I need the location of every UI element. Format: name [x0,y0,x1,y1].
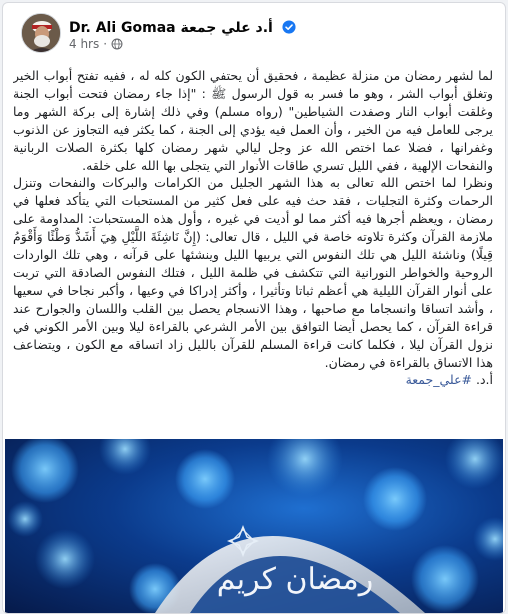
author-row [69,17,296,36]
post-image[interactable] [5,439,503,613]
meta-separator: · [103,37,108,51]
post-body [13,67,493,432]
author-name[interactable]: Dr. Ali Gomaa أ.د علي جمعة [69,20,273,36]
hashtag-link[interactable]: #علي_جمعة [405,372,473,388]
avatar-portrait-icon [22,14,61,53]
post-signature [13,371,493,389]
post-paragraph: لما لشهر رمضان من منزلة عظيمة ، فحقيق أن يحتفي الكون كله له ، ففيه تفتح أبواب الخير وتغلق أبواب الشر ، وهو ما فسر به قول الرسول ﷺ : "إذا جاء رمضان فتحت أبواب الجنة وغلقت أبواب النار وصفدت الشياطين" (رواه مسلم) وفي ذلك إشارة إلى بركة الشهر وما يرجى للعامل فيه من الخير ، وأن العمل فيه يؤدي إلى الجنة ، كما يكثر فيه التجاوز عن الذنوب وغفرانها ، فضلا عما اختص الله عز وجل ليالي شهر رمضان كلها بكثرة الصلات الربانية والنفحات الإلهية ، ففي الليل تسري طاقات الأنوار التي يتجلى بها الله على خلقه. [13,68,493,173]
post-paragraph: ونظرا لما اختص الله تعالى به هذا الشهر الجليل من الكرامات والبركات والنفحات وتنزل الرحمات وكثرة التجليات ، فقد حث فيه على فعل كثير من المستحبات التي يتأكد فعلها في رمضان ، ويعظم أجرها فيه أكثر مما لو أديت في غيره ، وأول هذه المستحبات: المداومة على ملازمة القرآن وكثرة تلاوته خاصة في الليل ، قال تعالى: (إِنَّ نَاشِئَةَ اللَّيْلِ هِيَ أَشَدُّ وَطْئًا وَأَقْوَمُ قِيلًا) وناشئة الليل هي تلك النفوس التي يربيها الليل وينشئها على قرآنه ، وهي تلك الواردات الروحية والخواطر النورانية التي تتكشف في ظلمة الليل ، فتلك النفوس الصادقة التي تربت على أنوار القرآن الليلية هي أعظم ثباتا وتأثيرا ، وأكثر إدراكا في وعيها ، وأكبر نجاحا في سعيها ، وأشد اتساقا وانسجاما مع صاحبها ، وهذا الانسجام يحصل بين القلب واللسان والجوارح عند قراءة القرآن ، كما يحصل أيضا التوافق بين الأمر الشرعي بالقراءة ليلا وبين الأمر الكوني في نزول القرآن ليلا ، فكلما كانت قراءة المسلم للقرآن بالليل زاد اتساقه مع الكون ، ويتضاعف هذا الاتساق بالقراءة في رمضان. [13,175,493,370]
post-meta [69,37,123,51]
post-timestamp[interactable]: 4 hrs [69,37,100,51]
signature-prefix: أ.د. [476,372,493,388]
facebook-post-card [2,2,506,614]
ramadan-calligraphy: رمضان كريم [216,562,374,597]
globe-icon[interactable] [111,38,123,50]
author-avatar[interactable] [21,13,61,53]
post-header [13,13,495,57]
verified-badge-icon [282,20,296,34]
ramadan-greeting-image [5,439,503,613]
